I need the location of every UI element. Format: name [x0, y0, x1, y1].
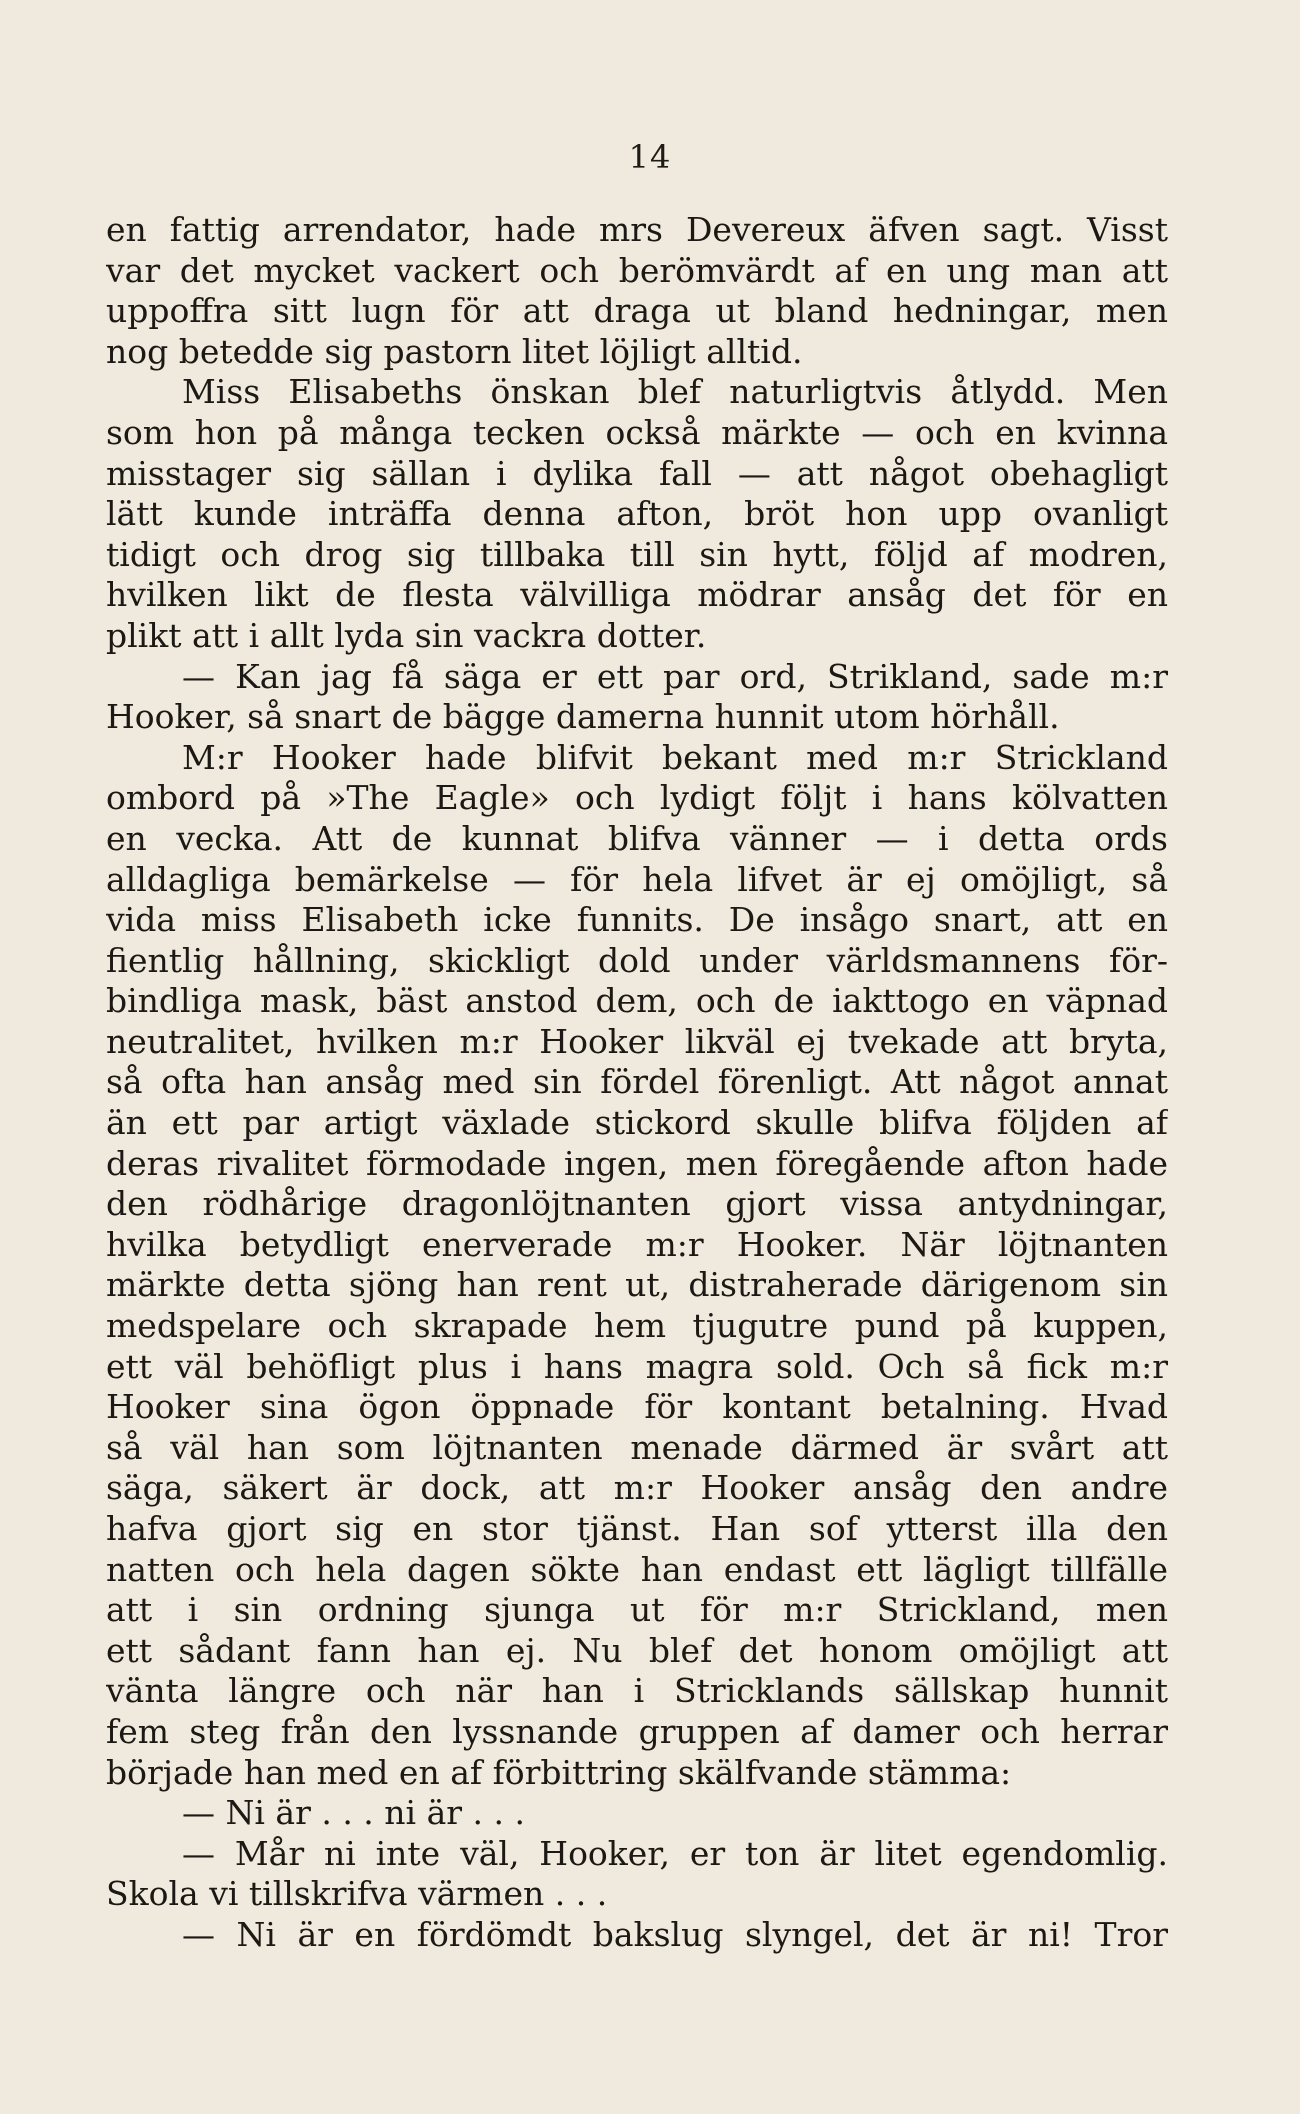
page-number: 14: [628, 138, 672, 176]
text-line: fem steg från den lyssnande gruppen af damer och herrar: [106, 1711, 1168, 1751]
text-line: alldagliga bemärkelse — för hela lifvet är ej omöjligt, så: [106, 859, 1168, 899]
text-line: den rödhårige dragonlöjtnanten gjort vissa antydningar,: [106, 1184, 1168, 1224]
body-text: [106, 210, 1168, 1956]
text-line: ombord på »The Eagle» och lydigt följt i hans kölvatten: [106, 778, 1168, 818]
text-line: började han med en af förbittring skälfvande stämma:: [106, 1752, 1012, 1792]
text-line: var det mycket vackert och berömvärdt af en ung man att: [106, 250, 1168, 290]
text-line: — Ni är . . . ni är . . .: [182, 1793, 525, 1833]
text-line: deras rivalitet förmodade ingen, men föregående afton hade: [106, 1143, 1168, 1183]
text-line: fientlig hållning, skickligt dold under världsmannens för-: [106, 940, 1168, 980]
text-line: än ett par artigt växlade stickord skulle blifva följden af: [106, 1103, 1168, 1143]
text-line: så ofta han ansåg med sin fördel förenligt. Att något annat: [106, 1062, 1168, 1102]
text-line: plikt att i allt lyda sin vackra dotter.: [106, 615, 707, 655]
text-line: lätt kunde inträffa denna afton, bröt hon upp ovanligt: [106, 494, 1168, 534]
text-line: Miss Elisabeths önskan blef naturligtvis åtlydd. Men: [182, 372, 1168, 412]
text-line: en vecka. Att de kunnat blifva vänner — i detta ords: [106, 818, 1168, 858]
text-line: hvilka betydligt enerverade m:r Hooker. När löjtnanten: [106, 1224, 1168, 1264]
text-line: nog betedde sig pastorn litet löjligt alltid.: [106, 331, 803, 371]
text-line: hafva gjort sig en stor tjänst. Han sof ytterst illa den: [106, 1509, 1168, 1548]
text-line: Skola vi tillskrifva värmen . . .: [106, 1874, 608, 1914]
text-line: vida miss Elisabeth icke funnits. De insågo snart, att en: [106, 900, 1168, 940]
text-line: misstager sig sällan i dylika fall — att något obehagligt: [106, 453, 1168, 493]
text-line: säga, säkert är dock, att m:r Hooker ansåg den andre: [106, 1468, 1168, 1508]
text-line: Hooker, så snart de bägge damerna hunnit utom hörhåll.: [106, 697, 1060, 737]
text-line: en fattig arrendator, hade mrs Devereux äfven sagt. Visst: [106, 210, 1168, 249]
text-line: medspelare och skrapade hem tjugutre pund på kuppen,: [106, 1306, 1168, 1346]
text-line: natten och hela dagen sökte han endast ett lägligt tillfälle: [106, 1549, 1168, 1589]
text-line: neutralitet, hvilken m:r Hooker likväl ej tvekade att bryta,: [106, 1021, 1168, 1061]
text-line: vänta längre och när han i Stricklands sällskap hunnit: [106, 1671, 1168, 1711]
text-line: Hooker sina ögon öppnade för kontant betalning. Hvad: [106, 1387, 1168, 1427]
text-line: — Mår ni inte väl, Hooker, er ton är litet egendomlig.: [182, 1833, 1168, 1873]
text-line: märkte detta sjöng han rent ut, distraherade därigenom sin: [106, 1265, 1168, 1305]
text-line: att i sin ordning sjunga ut för m:r Strickland, men: [106, 1590, 1168, 1630]
text-line: ett väl behöfligt plus i hans magra sold. Och så fick m:r: [106, 1346, 1168, 1386]
text-line: M:r Hooker hade blifvit bekant med m:r Strickland: [182, 737, 1168, 777]
text-line: — Ni är en fördömdt bakslug slyngel, det är ni! Tror: [182, 1914, 1168, 1954]
text-line: hvilken likt de flesta välvilliga mödrar ansåg det för en: [106, 575, 1168, 615]
text-line: bindliga mask, bäst anstod dem, och de iakttogo en väpnad: [106, 981, 1168, 1021]
text-line: som hon på många tecken också märkte — och en kvinna: [106, 412, 1168, 452]
text-line: tidigt och drog sig tillbaka till sin hytt, följd af modren,: [106, 534, 1168, 574]
text-line: uppoffra sitt lugn för att draga ut bland hedningar, men: [106, 291, 1168, 331]
text-line: — Kan jag få säga er ett par ord, Strikland, sade m:r: [182, 656, 1168, 696]
text-line: ett sådant fann han ej. Nu blef det honom omöjligt att: [106, 1630, 1168, 1670]
text-line: så väl han som löjtnanten menade därmed är svårt att: [106, 1427, 1168, 1467]
